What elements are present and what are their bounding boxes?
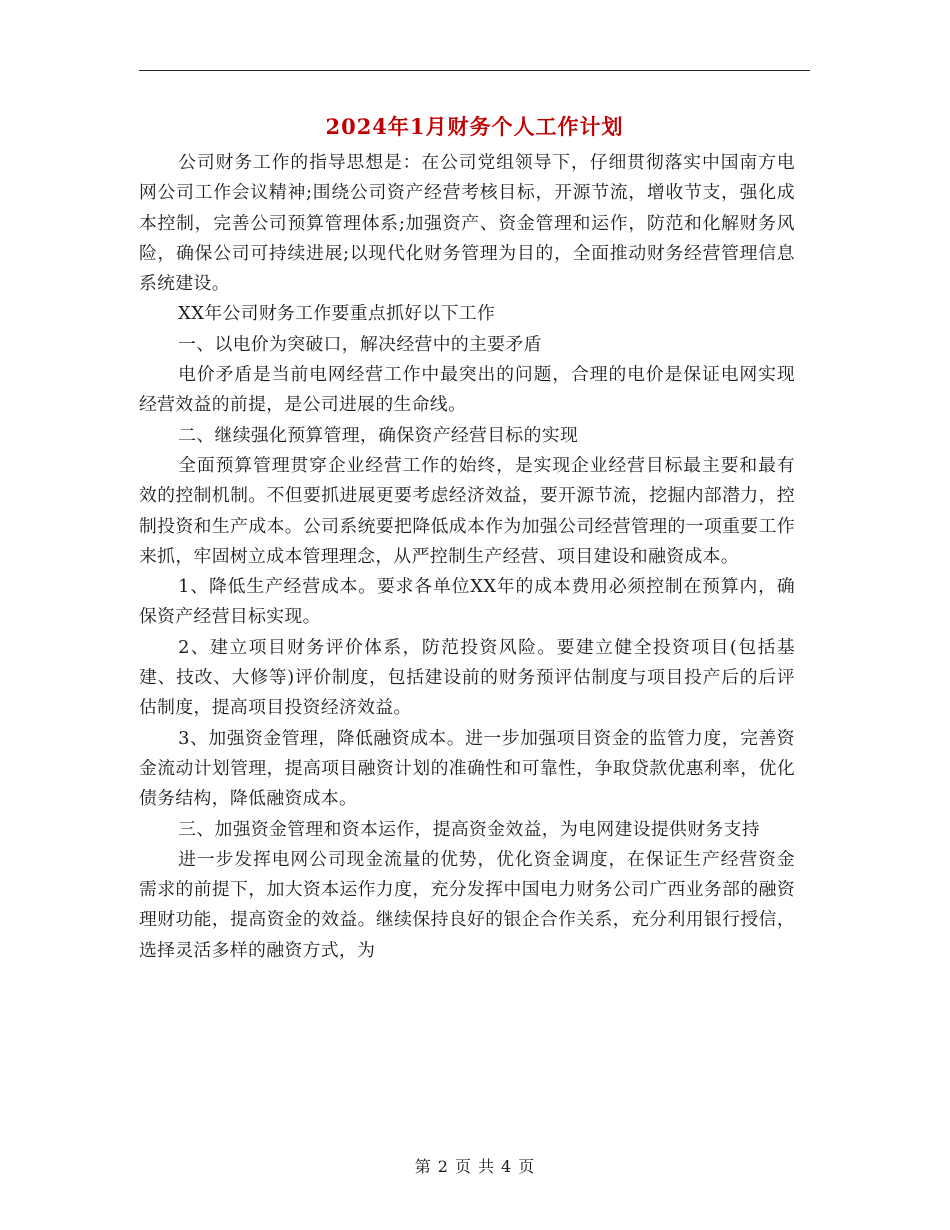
paragraph: 电价矛盾是当前电网经营工作中最突出的问题，合理的电价是保证电网实现经营效益的前提，是公司进展的生命线。 — [139, 364, 795, 416]
list-item: 2、建立项目财务评价体系，防范投资风险。要建立健全投资项目(包括基建、技改、大修等)评价制度，包括建设前的财务预评估制度与项目投产后的后评估制度，提高项目投资经济效益。 — [139, 636, 795, 719]
paragraph: 公司财务工作的指导思想是：在公司党组领导下，仔细贯彻落实中国南方电网公司工作会议精神;围绕公司资产经营考核目标，开源节流，增收节支，强化成本控制，完善公司预算管理体系;加强资产、资金管理和运作，防范和化解财务风险，确保公司可持续进展;以现代化财务管理为目的，全面推动财务经营管理信息系统建设。 — [139, 152, 795, 295]
header-rule — [139, 70, 810, 71]
list-item: 3、加强资金管理，降低融资成本。进一步加强项目资金的监管力度，完善资金流动计划管理，提高项目融资计划的准确性和可靠性，争取贷款优惠利率，优化债务结构，降低融资成本。 — [139, 727, 795, 810]
page-number: 2 — [437, 1157, 449, 1176]
paragraph: 全面预算管理贯穿企业经营工作的始终，是实现企业经营目标最主要和最有效的控制机制。不但要抓进展更要考虑经济效益，要开源节流，挖掘内部潜力，控制投资和生产成本。公司系统要把降低成本作为加强公司经营管理的一项重要工作来抓，牢固树立成本管理理念，从严控制生产经营、项目建设和融资成本。 — [139, 454, 795, 567]
paragraph: XX年公司财务工作要重点抓好以下工作 — [178, 303, 496, 325]
document-title: 2024年1月财务个人工作计划 — [325, 114, 624, 139]
page-footer — [0, 1154, 950, 1177]
list-item: 1、降低生产经营成本。要求各单位XX年的成本费用必须控制在预算内，确保资产经营目标实现。 — [139, 576, 795, 628]
section-heading: 三、加强资金管理和资本运作，提高资金效益，为电网建设提供财务支持 — [178, 818, 760, 840]
footer-prefix: 第 — [414, 1157, 432, 1176]
paragraph: 进一步发挥电网公司现金流量的优势，优化资金调度，在保证生产经营资金需求的前提下，加大资本运作力度，充分发挥中国电力财务公司广西业务部的融资理财功能，提高资金的效益。继续保持良好的银企合作关系，充分利用银行授信，选择灵活多样的融资方式，为 — [139, 848, 795, 961]
footer-middle: 页 共 — [454, 1157, 496, 1176]
section-heading: 一、以电价为突破口，解决经营中的主要矛盾 — [178, 333, 542, 355]
page-total: 4 — [501, 1157, 513, 1176]
document-body — [139, 148, 795, 966]
section-heading: 二、继续强化预算管理，确保资产经营目标的实现 — [178, 424, 579, 446]
footer-suffix: 页 — [518, 1157, 536, 1176]
